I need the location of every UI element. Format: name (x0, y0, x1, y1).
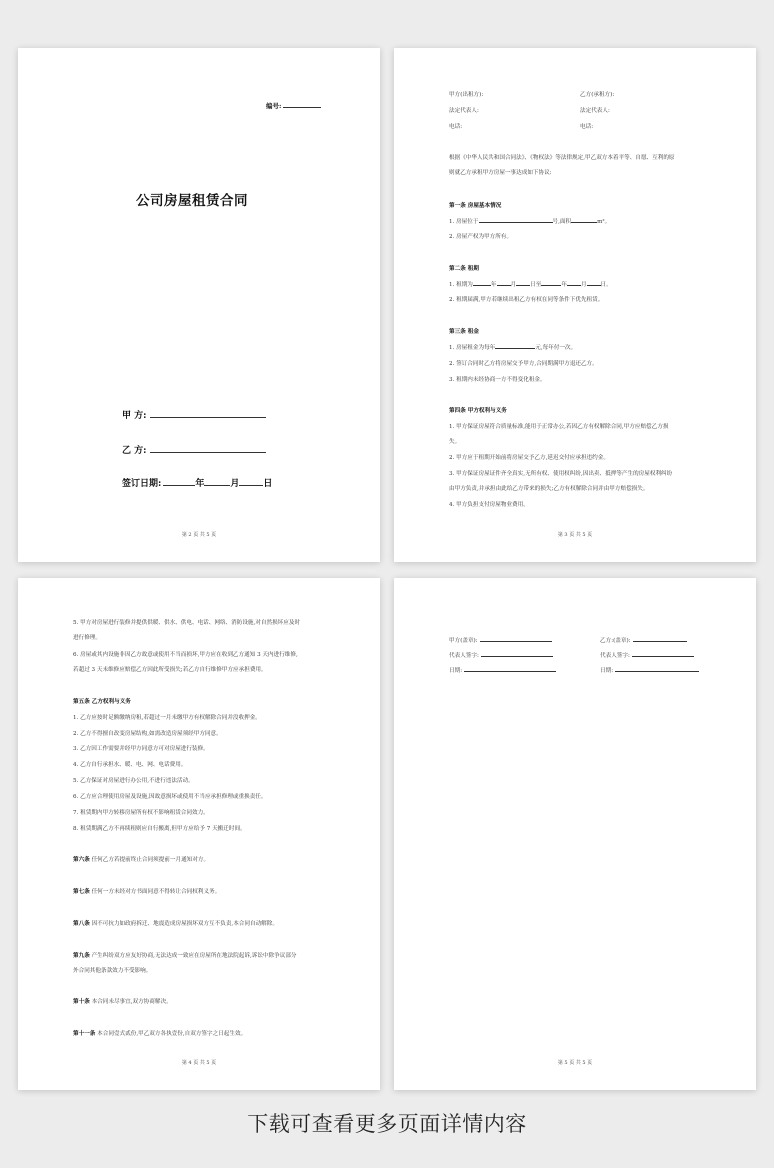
article-line: 第十一条 本合同壹式贰份,甲乙双方各执壹份,自双方签字之日起生效。 (73, 1031, 247, 1037)
page-number: 第 3 页 共 5 页 (557, 532, 593, 538)
article-title: 第五条 乙方权利与义务 (73, 699, 131, 705)
clause-line: 5. 乙方保证对房屋进行办公用,不进行违法活动。 (73, 778, 194, 784)
clause-line: 1. 甲方保证房屋符合质量标准,能用于正常办公,若因乙方有权解除合同,甲方应赔偿乙方损 (449, 424, 669, 430)
intro-line: 则就乙方承租甲方房屋一事达成如下协议: (449, 170, 552, 176)
clause-line: 1. 租期为 年 月 日至 年 月 日。 (449, 282, 612, 288)
rep-b-sign: 代表人签字: (600, 653, 694, 660)
blank (541, 285, 561, 286)
legal-rep-a: 法定代表人: (449, 108, 479, 114)
party-a-seal-blank (480, 641, 552, 642)
party-b-signature: 乙 方: (122, 443, 266, 456)
date-b: 日期: (600, 668, 699, 675)
clause-line: 6. 房屋或其内设施非因乙方故意或使用不当而损坏,甲方应在收到乙方通知 3 天内进行维修, (73, 652, 298, 658)
legal-rep-b: 法定代表人: (580, 108, 610, 114)
party-a-signature: 甲 方: (122, 408, 266, 421)
blank (516, 285, 530, 286)
article-line: 第八条 因不可抗力如政府拆迁、地震造成房屋损坏双方互不负责,本合同自动解除。 (73, 921, 278, 927)
area-blank (571, 222, 597, 223)
contract-number-blank (283, 107, 321, 108)
clause-line: 失。 (449, 439, 461, 445)
article-title: 第二条 租期 (449, 266, 479, 272)
clause-line: 4. 甲方负担支付房屋物业费用。 (449, 502, 529, 508)
article-title: 第一条 房屋基本情况 (449, 203, 502, 209)
blank (567, 285, 581, 286)
download-more-caption: 下载可查看更多页面详情内容 (247, 1112, 527, 1136)
rep-b-blank (632, 656, 694, 657)
clause-line: 外合同其他条款效力不受影响。 (73, 968, 152, 974)
clause-line: 2. 房屋产权为甲方所有。 (449, 234, 513, 240)
cover-page (18, 48, 380, 562)
clause-line: 8. 租赁期满乙方不再续租则应自行搬离,但甲方应给予 7 天搬迁时间。 (73, 826, 246, 832)
phone-b: 电话: (580, 124, 594, 130)
watermark: ​ (100, 500, 116, 522)
party-b-seal: 乙方:(盖章): (600, 638, 687, 645)
page-number: 第 4 页 共 5 页 (181, 1060, 217, 1066)
clause-line: 若超过 3 天未维修应赔偿乙方因此所受损失;若乙方自行维修甲方应承担费用。 (73, 667, 267, 673)
rep-a-sign: 代表人签字: (449, 653, 553, 660)
rent-blank (495, 348, 535, 349)
party-a-blank (150, 417, 266, 418)
party-a-lessor: 甲方(出租方): (449, 92, 484, 98)
party-b-seal-blank (633, 641, 687, 642)
party-b-lessee: 乙方(承租方): (580, 92, 615, 98)
phone-a: 电话: (449, 124, 463, 130)
date-a: 日期: (449, 668, 556, 675)
date-a-blank (464, 671, 556, 672)
article-line: 第十条 本合同未尽事宜,双方协商解决。 (73, 999, 172, 1005)
page-number: 第 5 页 共 5 页 (557, 1060, 593, 1066)
month-blank (204, 485, 230, 486)
sign-date: 签订日期: 年 月 日 (122, 479, 273, 489)
clause-line: 3. 甲方保证房屋证件齐全真实,无所有权、使用权纠纷,因出卖、抵押等产生的房屋权利纠纷 (449, 471, 673, 477)
party-a-seal: 甲方(盖章): (449, 638, 552, 645)
contract-number: 编号: (266, 93, 321, 112)
year-blank (163, 485, 195, 486)
clause-line: 2. 乙方不得擅自改变房屋结构,如需改造房屋须经甲方同意。 (73, 731, 222, 737)
clause-line: 由甲方负责,并承担由此给乙方带来的损失;乙方有权解除合同并由甲方赔偿损失。 (449, 486, 649, 492)
clause-line: 4. 乙方自行承担水、暖、电、网、电话费用。 (73, 762, 187, 768)
contract-page-3 (394, 48, 756, 562)
party-b-blank (150, 452, 266, 453)
intro-line: 根据《中华人民共和国合同法》、《物权法》等法律规定,甲乙双方本着平等、自愿、互利的原 (449, 155, 675, 161)
contract-page-4 (18, 578, 380, 1090)
date-b-blank (615, 671, 699, 672)
clause-line: 2. 签订合同时乙方将房屋交予甲方,合同期满甲方退还乙方。 (449, 361, 598, 367)
clause-line: 1. 乙方应按时足额缴纳房租,若超过一月未缴甲方有权解除合同并没收押金。 (73, 715, 261, 721)
clause-line: 进行修理。 (73, 635, 101, 641)
clause-line: 1. 房屋位于 号,面积 m²。 (449, 219, 611, 225)
contract-page-5 (394, 578, 756, 1090)
blank (473, 285, 491, 286)
page-number: 第 2 页 共 5 页 (181, 532, 217, 538)
blank (587, 285, 601, 286)
article-title: 第三条 租金 (449, 329, 479, 335)
day-blank (239, 485, 263, 486)
address-blank (479, 222, 553, 223)
contract-title: 公司房屋租赁合同 (136, 193, 248, 209)
clause-line: 3. 乙方因工作需要并经甲方同意方可对房屋进行装修。 (73, 746, 209, 752)
clause-line: 1. 房屋租金为每年 元,每年付一次。 (449, 345, 577, 351)
article-line: 第六条 任何乙方若提前终止合同须提前一月通知对方。 (73, 857, 210, 863)
clause-line: 7. 租赁期内甲方转移房屋所有权不影响租赁合同效力。 (73, 810, 209, 816)
clause-line: 2. 租期届满,甲方若继续出租乙方有权在同等条件下优先租赁。 (449, 297, 604, 303)
clause-line: 6. 乙方应合理使用房屋及设施,因故意损坏或使用不当应承担修理或重换责任。 (73, 794, 267, 800)
clause-line: 2. 甲方应于租期开始前将房屋交予乙方,延迟交付应承担违约金。 (449, 455, 609, 461)
article-line: 第九条 产生纠纷双方应友好协商,无法达成一致应在房屋所在地法院起诉,诉讼中除争议部分 (73, 953, 297, 959)
clause-line: 3. 租期内未经协商一方不得变化租金。 (449, 377, 546, 383)
article-title: 第四条 甲方权利与义务 (449, 408, 507, 414)
rep-a-blank (481, 656, 553, 657)
clause-line: 5. 甲方对房屋进行装修并提供供暖、供水、供电、电话、网络、消防设施,对自然损坏应及时 (73, 620, 301, 626)
blank (497, 285, 511, 286)
article-line: 第七条 任何一方未经对方书面同意不得转让合同权利义务。 (73, 889, 221, 895)
